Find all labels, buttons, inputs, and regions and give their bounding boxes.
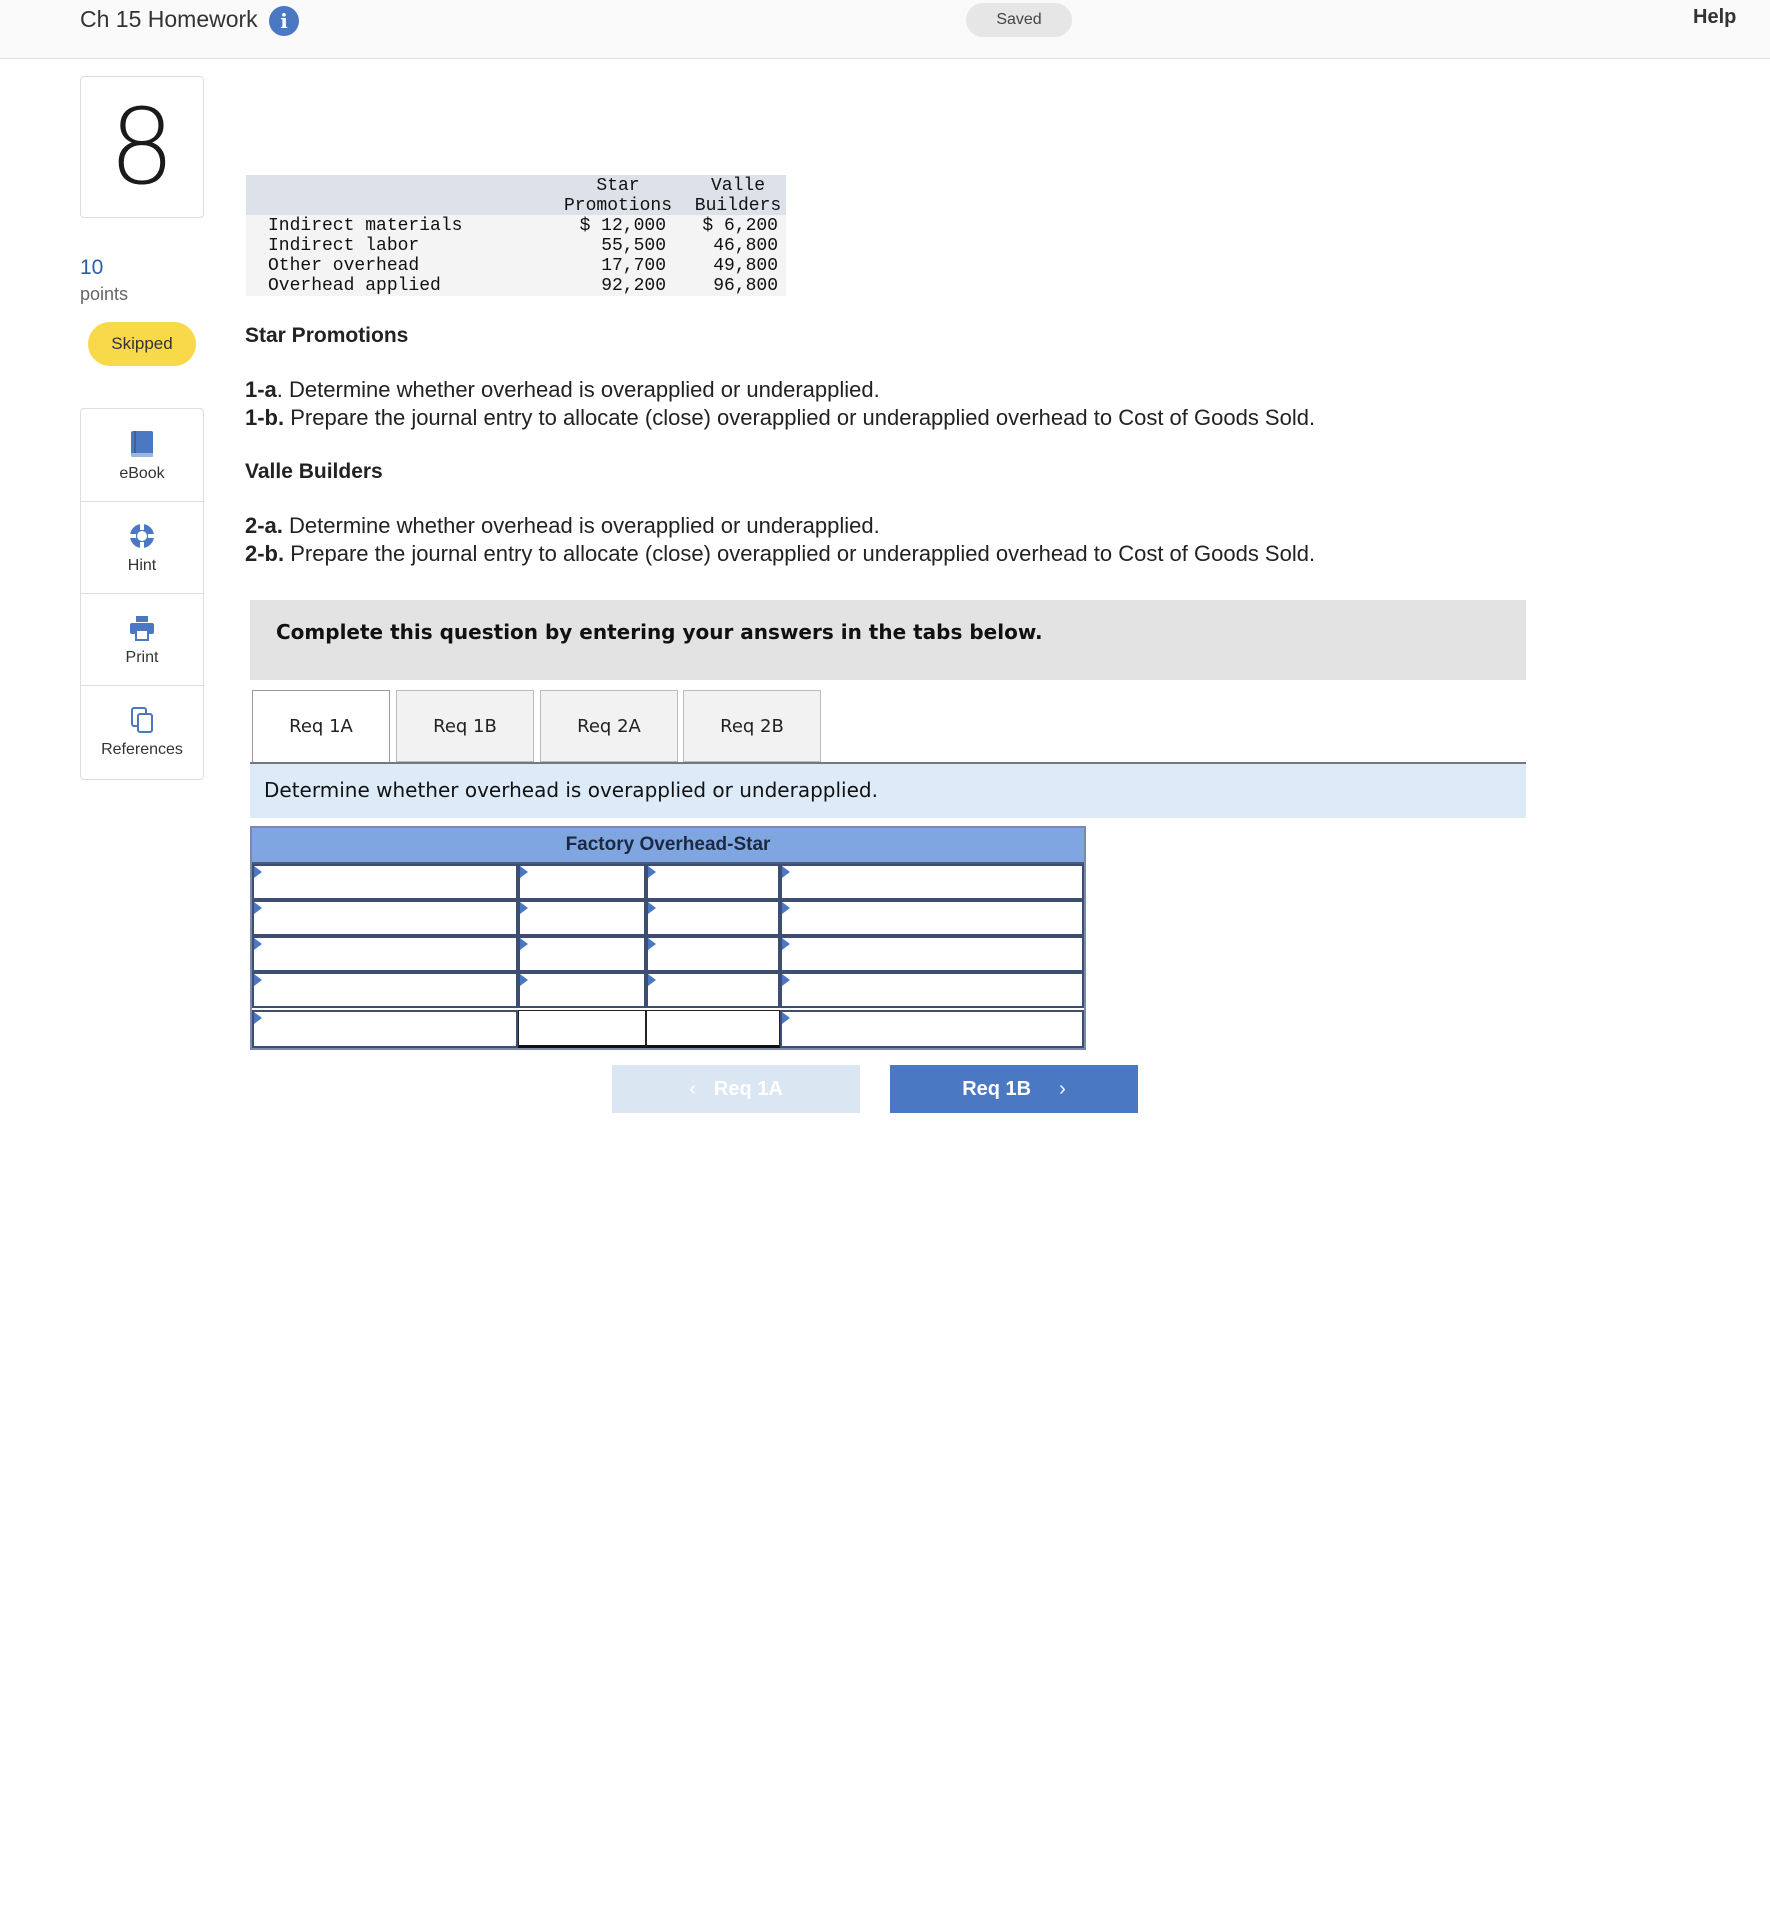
credit-amount-input[interactable] bbox=[646, 864, 780, 900]
col-star-head-1: Star bbox=[596, 176, 640, 196]
col-star-head-2: Promotions bbox=[563, 196, 673, 216]
row-label: Indirect materials bbox=[268, 216, 463, 236]
debit-account-input[interactable] bbox=[252, 936, 518, 972]
row-valle-value: 46,800 bbox=[713, 236, 778, 256]
row-star-value: 17,700 bbox=[601, 256, 666, 276]
debit-amount-input[interactable] bbox=[518, 900, 646, 936]
hint-button[interactable] bbox=[81, 501, 203, 594]
tools-panel bbox=[80, 408, 204, 780]
credit-account-input[interactable] bbox=[780, 972, 1084, 1008]
prev-req-button[interactable]: ‹ Req 1A bbox=[612, 1065, 860, 1113]
help-link[interactable]: Help bbox=[1693, 6, 1737, 28]
req-2b-line: 2-b. Prepare the journal entry to allocate (close) overapplied or underapplied overhead to Cost of Goods Sold. bbox=[245, 541, 1316, 566]
tab-req-2b[interactable]: Req 2B bbox=[683, 690, 821, 762]
question-number: 8 bbox=[108, 86, 176, 208]
req-2a-line: 2-a. Determine whether overhead is overapplied or underapplied. bbox=[245, 513, 880, 538]
row-label: Overhead applied bbox=[268, 276, 441, 296]
copy-icon bbox=[128, 705, 156, 735]
col-valle-head-2: Builders bbox=[694, 196, 782, 216]
printer-icon bbox=[128, 613, 156, 643]
star-section-title: Star Promotions bbox=[245, 324, 409, 347]
row-label: Indirect labor bbox=[268, 236, 420, 256]
t-account-factory-overhead-star bbox=[250, 826, 1086, 1050]
assignment-title: Ch 15 Homework bbox=[80, 6, 258, 32]
debit-account-input[interactable] bbox=[252, 864, 518, 900]
debit-amount-input[interactable] bbox=[518, 936, 646, 972]
credit-amount-input[interactable] bbox=[646, 936, 780, 972]
row-star-value: 55,500 bbox=[601, 236, 666, 256]
debit-account-input[interactable] bbox=[252, 900, 518, 936]
t-account-title: Factory Overhead-Star bbox=[252, 828, 1084, 864]
req-1a-line: 1-a. Determine whether overhead is overapplied or underapplied. bbox=[245, 377, 880, 402]
credit-amount-input[interactable] bbox=[646, 972, 780, 1008]
debit-amount-input[interactable] bbox=[518, 972, 646, 1008]
row-valle-value: $ 6,200 bbox=[702, 216, 778, 236]
col-valle-head-1: Valle bbox=[710, 176, 765, 196]
debit-account-input[interactable] bbox=[252, 972, 518, 1008]
saved-indicator: Saved bbox=[966, 3, 1072, 37]
debit-amount-input[interactable] bbox=[518, 864, 646, 900]
debit-balance-input[interactable] bbox=[518, 1010, 646, 1048]
book-icon bbox=[128, 429, 156, 459]
credit-account-input[interactable] bbox=[780, 900, 1084, 936]
credit-account-input[interactable] bbox=[780, 864, 1084, 900]
balance-account-input[interactable] bbox=[780, 1010, 1084, 1048]
ebook-button[interactable] bbox=[81, 409, 203, 502]
tab-req-1a[interactable]: Req 1A bbox=[252, 690, 390, 764]
references-label: References bbox=[101, 741, 183, 758]
next-req-button[interactable]: Req 1B › bbox=[890, 1065, 1138, 1113]
lifebuoy-icon bbox=[128, 521, 156, 551]
tab-req-2a[interactable]: Req 2A bbox=[540, 690, 678, 762]
print-button[interactable] bbox=[81, 593, 203, 686]
credit-account-input[interactable] bbox=[780, 936, 1084, 972]
overhead-data-table bbox=[246, 175, 786, 296]
points-label: points bbox=[80, 284, 129, 304]
row-valle-value: 96,800 bbox=[713, 276, 778, 296]
info-icon[interactable]: i bbox=[269, 6, 299, 36]
credit-amount-input[interactable] bbox=[646, 900, 780, 936]
row-valle-value: 49,800 bbox=[713, 256, 778, 276]
row-star-value: $ 12,000 bbox=[579, 216, 666, 236]
print-label: Print bbox=[125, 649, 159, 666]
points-value: 10 bbox=[80, 256, 104, 279]
tab-req-1b[interactable]: Req 1B bbox=[396, 690, 534, 762]
instructions-text: Complete this question by entering your answers in the tabs below. bbox=[276, 620, 1043, 644]
status-badge: Skipped bbox=[88, 322, 196, 366]
top-bar bbox=[0, 0, 1770, 59]
chevron-right-icon: › bbox=[1059, 1078, 1066, 1100]
ebook-label: eBook bbox=[119, 465, 165, 482]
hint-label: Hint bbox=[127, 557, 157, 574]
row-star-value: 92,200 bbox=[601, 276, 666, 296]
references-button[interactable] bbox=[81, 685, 203, 777]
chevron-left-icon: ‹ bbox=[689, 1078, 696, 1100]
balance-account-input[interactable] bbox=[252, 1010, 518, 1048]
req-1b-line: 1-b. Prepare the journal entry to allocate (close) overapplied or underapplied overhead to Cost of Goods Sold. bbox=[245, 405, 1316, 430]
tab-prompt: Determine whether overhead is overapplied or underapplied. bbox=[264, 778, 878, 802]
valle-section-title: Valle Builders bbox=[245, 460, 383, 483]
row-label: Other overhead bbox=[268, 256, 420, 276]
credit-balance-input[interactable] bbox=[646, 1010, 780, 1048]
